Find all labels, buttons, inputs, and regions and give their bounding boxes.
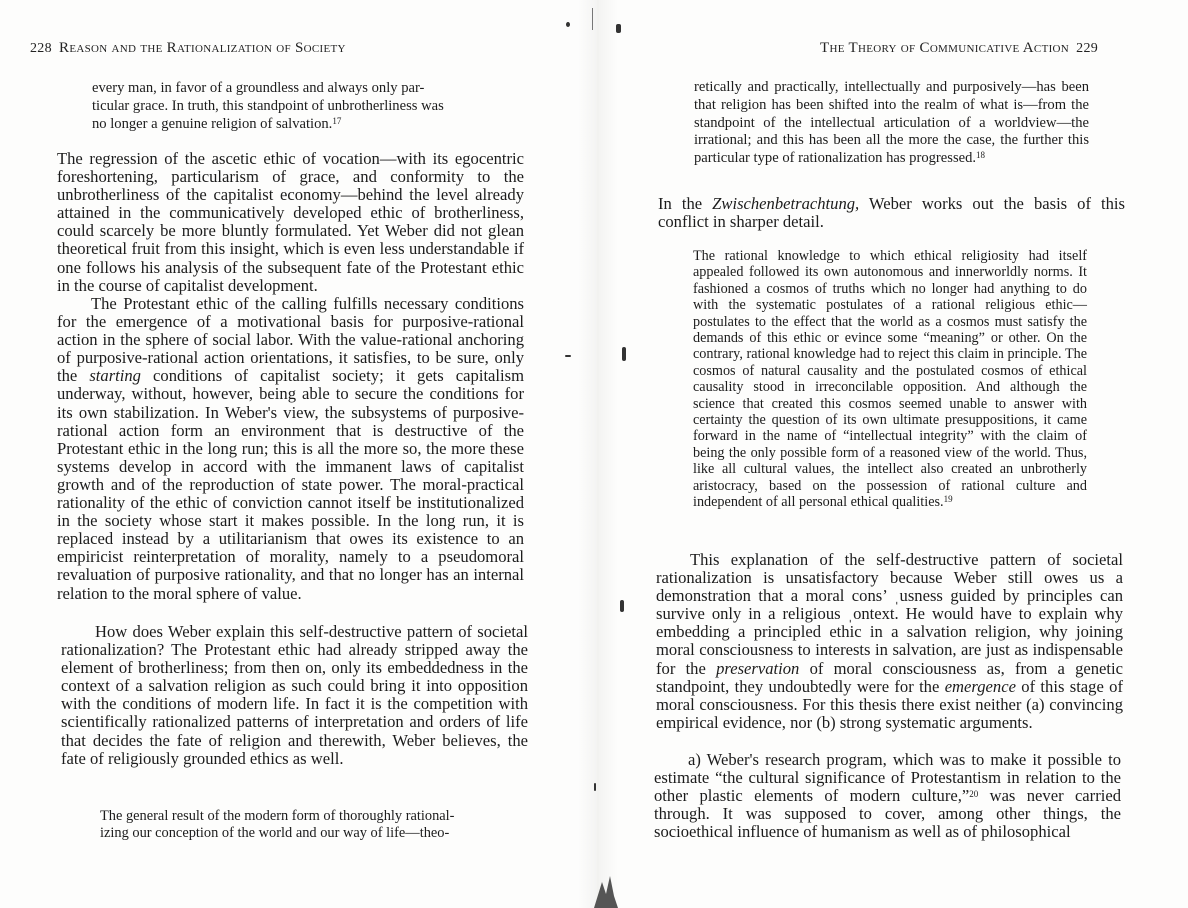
right-paragraph-2 xyxy=(656,551,1123,732)
footnote-marker: 20 xyxy=(969,789,979,800)
paragraph-text: was never carried through. It was supposed to cover, among other things, the socioethical influence of humanism as well as of philosophical xyxy=(654,786,1121,842)
left-block-quote-top xyxy=(92,79,502,133)
quote-line: The general result of the modern form of thoroughly rational- xyxy=(100,808,455,824)
right-page-number: 229 xyxy=(1076,41,1099,56)
quote-line xyxy=(92,115,502,133)
footnote-marker: 19 xyxy=(943,494,953,505)
scan-speck xyxy=(565,355,571,357)
right-running-title: The Theory of Communicative Action xyxy=(820,40,1070,56)
right-page-header xyxy=(820,40,1098,57)
quote-text: retically and practically, intellectually and purposively—has been that religion has been shifted into the realm of what is—from the standpoint of the intellectual articulation of a worldview—the irrational; and this has been all the more the case, the further this particular type of rationalization has progressed. xyxy=(694,79,1089,167)
scan-speck xyxy=(594,783,596,791)
footnote-marker: 18 xyxy=(976,150,986,161)
scan-speck xyxy=(620,600,624,612)
scan-speck xyxy=(616,24,621,33)
emphasis-preservation: preservation xyxy=(716,658,800,678)
right-paragraph-3 xyxy=(654,751,1121,841)
paragraph-text: Weber works out the basis of this conflict in sharper detail. xyxy=(658,194,1125,232)
paragraph-text: of this stage of moral consciousness. For this thesis there exist neither (a) convincing empirical evidence, nor (b) strong systematic arguments. xyxy=(656,676,1123,732)
scan-speck xyxy=(622,347,626,361)
quote-text: The rational knowledge to which ethical religiosity had itself appealed followed its own autonomous and innerworldly norms. It fashioned a cosmos of truths which no longer had anything to do with the systematic postulates of a rational religious ethic—postulates to the effect that the world as a cosmos must satisfy the demands of this ethic or evince some “meaning” or other. On the contrary, rational knowledge had to reject this claim in principle. The cosmos of natural causality and the postulated cosmos of ethical causality stood in irreconcilable opposition. And although the science that created this cosmos seemed unable to answer with certainty the question of its own ultimate presuppositions, it came forward in the name of “intellectual integrity” with the claim of being the only possible form of a reasoned view of the world. Thus, like all cultural values, the intellect also created an unbrotherly aristocracy, based on the possession of rational culture and independent of all personal ethical qualities. xyxy=(693,248,1087,511)
left-paragraph-1: The regression of the ascetic ethic of vocation—with its egocentric foreshortening, particularism of grace, and conformity to the unbrotherliness of the capitalist economy—behind the level already attained in the communicatively developed ethic of brotherliness, could scarcely be more bluntly formulated. Yet Weber did not glean theoretical fruit from this insight, which is even less understandable if one follows his analysis of the subsequent fate of the Protestant ethic in the course of capitalist development. xyxy=(57,149,524,295)
binding-shadow xyxy=(588,872,622,908)
left-running-title: Reason and the Rationalization of Society xyxy=(59,40,346,56)
left-page-header xyxy=(30,40,346,57)
quote-line-text: no longer a genuine religion of salvation. xyxy=(92,116,333,132)
emphasis-emergence: emergence xyxy=(944,676,1016,696)
paragraph-text: of moral consciousness as, from a genetic standpoint, they undoubtedly were for the xyxy=(656,658,1123,696)
right-paragraph-1 xyxy=(658,195,1125,231)
emphasis-starting: starting xyxy=(89,366,141,386)
left-block-quote-bottom xyxy=(100,808,510,842)
quote-line: ticular grace. In truth, this standpoint of unbrotherliness was xyxy=(92,98,444,114)
right-block-quote-top xyxy=(694,79,1089,168)
scan-speck xyxy=(592,8,593,30)
paragraph-text: In the xyxy=(658,194,713,213)
right-page xyxy=(594,0,1188,908)
paragraph-text: conditions of capitalist society; it gets capitalism underway, without, however, being able to secure the conditions for its own stabilization. In Weber's view, the subsystems of purposive-rational action form an environment that is destructive of the Protestant ethic in the long run; this is all the more so, the more these systems develop in accord with the immanent laws of capitalist growth and of the reproduction of state power. The moral-practical rationality of the ethic of conviction cannot itself be institutionalized in the society whose start it makes possible. In the long run, it is replaced instead by a utilitarianism that owes its existence to an empiricist reinterpretation of morality, namely to a pseudomoral revaluation of purposive rationality, and that no longer has an internal relation to the moral sphere of value. xyxy=(57,366,525,603)
footnote-marker: 17 xyxy=(332,116,342,126)
right-block-quote-middle xyxy=(693,248,1087,511)
quote-line: izing our conception of the world and our way of life—theo- xyxy=(100,825,450,841)
scan-speck xyxy=(566,22,570,27)
left-paragraph-2 xyxy=(57,295,524,603)
left-paragraph-3: How does Weber explain this self-destructive pattern of societal rationalization? The Protestant ethic had already stripped away the element of brotherliness; from then on, only its embeddedness in the context of a salvation religion as such could bring it into opposition with the conditions of modern life. In fact it is the competition with scientifically rationalized patterns of interpretation and orders of life that decides the fate of religion and therewith, Weber believes, the fate of religiously grounded ethics as well. xyxy=(61,622,528,768)
paragraph-text: The Protestant ethic of the calling fulfills necessary conditions for the emergence of a motivational basis for purposive-rational action in the sphere of social labor. With the value-rational anchoring of purposive-rational action orientations, it satisfies, to be sure, only the xyxy=(57,294,524,386)
quote-line: every man, in favor of a groundless and always only par- xyxy=(92,80,425,96)
paragraph-text: a) Weber's research program, which was to make it possible to estimate “the cultural significance of Protestantism in relation to the other plastic elements of modern culture,” xyxy=(654,750,1121,806)
emphasis-zwischenbetrachtung: Zwischenbetrachtung, xyxy=(712,194,860,213)
paragraph-text: This explanation of the self-destructive pattern of societal rationalization is unsatisfactory because Weber still owes us a demonstration that a moral cons’ ˌusness guided by principles can survive only in a religious ˌontext. He would have to explain why embedding a principled ethic in a salvation religion, why joining moral consciousness to interests in salvation, are just as indispensable for the xyxy=(656,550,1123,678)
left-page-number: 228 xyxy=(30,41,52,56)
